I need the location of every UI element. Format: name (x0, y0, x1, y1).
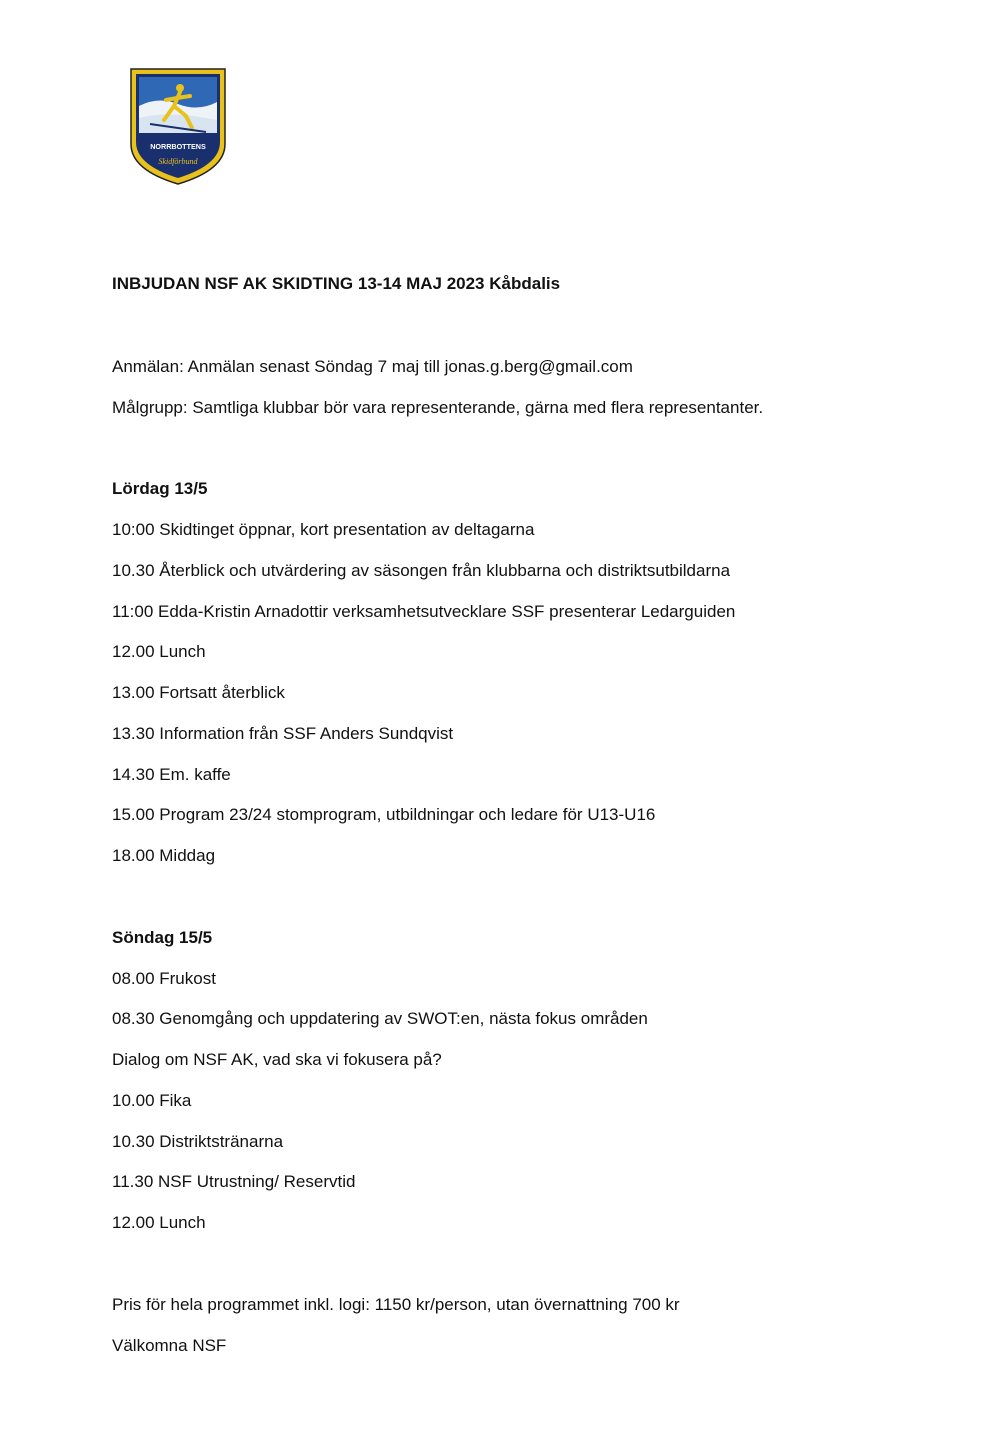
sunday-item: 12.00 Lunch (112, 1213, 206, 1232)
saturday-item: 18.00 Middag (112, 846, 216, 865)
saturday-item: 10.30 Återblick och utvärdering av säsongen från klubbarna och distriktsutbildarna (112, 561, 731, 580)
norrbottens-skidforbund-logo (128, 66, 228, 186)
saturday-item: 11:00 Edda-Kristin Arnadottir verksamhetsutvecklare SSF presenterar Ledarguiden (112, 602, 736, 621)
logo-text-bottom: Skidförbund (158, 157, 198, 166)
registration-text: Anmälan: Anmälan senast Söndag 7 maj till jonas.g.berg@gmail.com (112, 357, 633, 376)
sunday-item: 10.30 Distriktstränarna (112, 1132, 284, 1151)
sunday-item: 08.30 Genomgång och uppdatering av SWOT:en, nästa fokus områden (112, 1009, 648, 1028)
saturday-item: 14.30 Em. kaffe (112, 765, 231, 784)
sunday-heading: Söndag 15/5 (112, 928, 213, 947)
saturday-item: 13.00 Fortsatt återblick (112, 683, 285, 702)
saturday-item: 10:00 Skidtinget öppnar, kort presentation av deltagarna (112, 520, 535, 539)
saturday-item: 12.00 Lunch (112, 642, 206, 661)
sunday-item: 11.30 NSF Utrustning/ Reservtid (112, 1172, 356, 1191)
target-group-text: Målgrupp: Samtliga klubbar bör vara representerande, gärna med flera representanter. (112, 398, 764, 417)
price-text: Pris för hela programmet inkl. logi: 1150 kr/person, utan övernattning 700 kr (112, 1295, 680, 1314)
sunday-item: Dialog om NSF AK, vad ska vi fokusera på? (112, 1050, 442, 1069)
sunday-item: 10.00 Fika (112, 1091, 192, 1110)
invitation-title: INBJUDAN NSF AK SKIDTING 13-14 MAJ 2023 Kåbdalis (112, 274, 561, 293)
logo-text-top: NORRBOTTENS (150, 142, 206, 151)
saturday-item: 15.00 Program 23/24 stomprogram, utbildningar och ledare för U13-U16 (112, 805, 656, 824)
sunday-item: 08.00 Frukost (112, 969, 216, 988)
saturday-heading: Lördag 13/5 (112, 479, 208, 498)
saturday-item: 13.30 Information från SSF Anders Sundqvist (112, 724, 454, 743)
closing-text: Välkomna NSF (112, 1336, 227, 1355)
